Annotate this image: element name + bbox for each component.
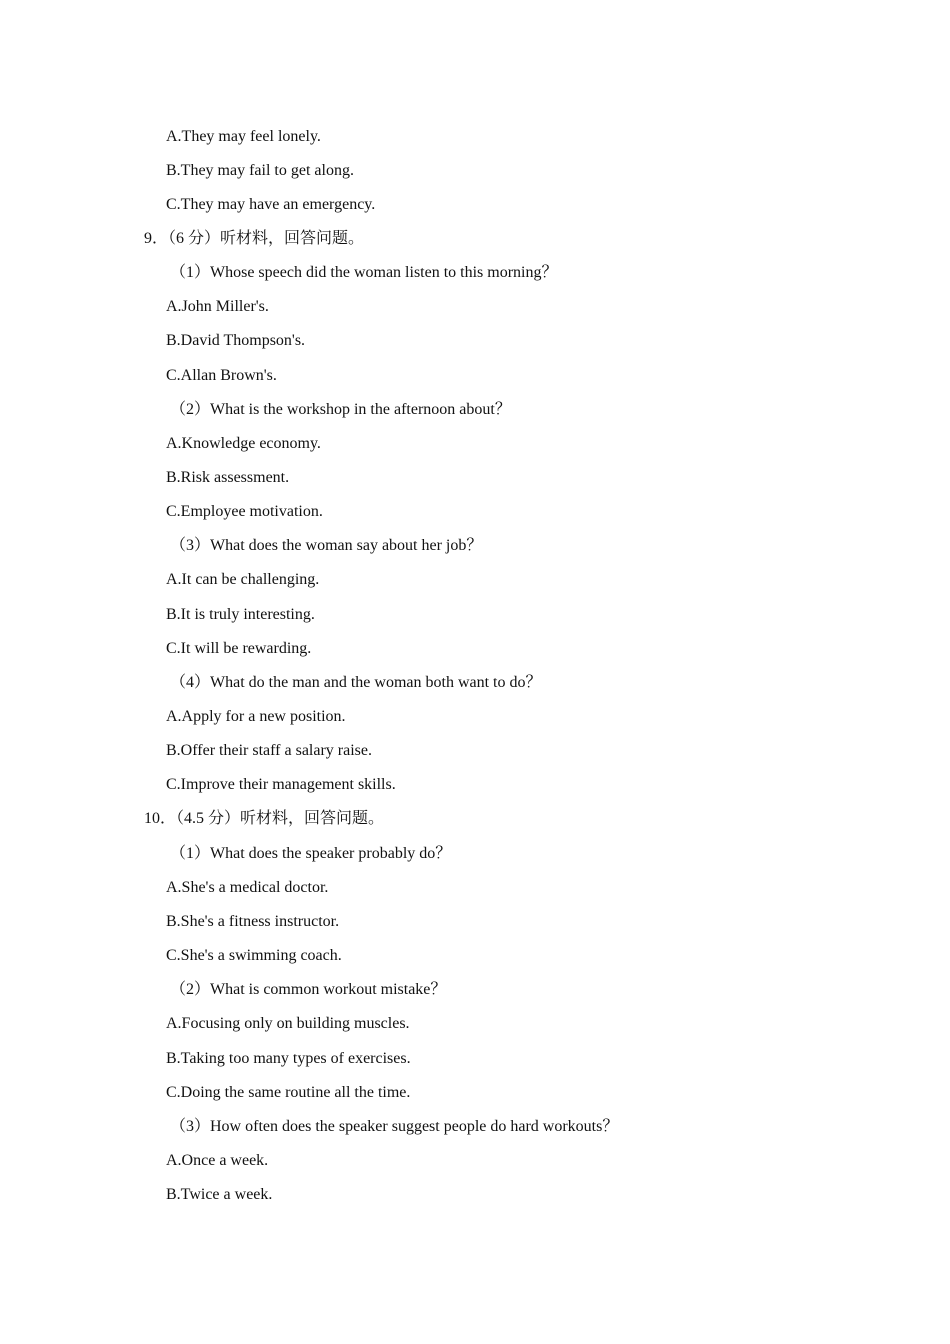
- q10-header: 10．（4.5 分）听材料，回答问题。: [144, 810, 385, 827]
- q10-1-option-c: C.She's a swimming coach.: [166, 947, 342, 964]
- q9-1-option-b: B.David Thompson's.: [166, 332, 306, 349]
- q10-2-option-b: B.Taking too many types of exercises.: [166, 1050, 411, 1067]
- q9-header: 9．（6 分）听材料，回答问题。: [144, 230, 365, 247]
- q9-1-question: （1）Whose speech did the woman listen to this morning？: [170, 264, 558, 281]
- q9-2-option-a: A.Knowledge economy.: [166, 435, 321, 452]
- q9-2-question: （2）What is the workshop in the afternoon about？: [170, 401, 511, 418]
- q10-2-question: （2）What is common workout mistake？: [170, 981, 447, 998]
- q9-2-option-b: B.Risk assessment.: [166, 469, 290, 486]
- q9-3-option-a: A.It can be challenging.: [166, 571, 320, 588]
- q10-2-option-c: C.Doing the same routine all the time.: [166, 1084, 411, 1101]
- q9-4-option-b: B.Offer their staff a salary raise.: [166, 742, 372, 759]
- q10-3-option-b: B.Twice a week.: [166, 1186, 273, 1203]
- q8-option-c: C.They may have an emergency.: [166, 196, 376, 213]
- q9-4-option-a: A.Apply for a new position.: [166, 708, 346, 725]
- q9-4-question: （4）What do the man and the woman both want to do？: [170, 674, 542, 691]
- q10-1-option-a: A.She's a medical doctor.: [166, 879, 329, 896]
- q9-1-option-a: A.John Miller's.: [166, 298, 269, 315]
- q10-1-question: （1）What does the speaker probably do？: [170, 845, 452, 862]
- q9-2-option-c: C.Employee motivation.: [166, 503, 323, 520]
- q9-3-option-c: C.It will be rewarding.: [166, 640, 312, 657]
- q10-2-option-a: A.Focusing only on building muscles.: [166, 1015, 410, 1032]
- q9-1-option-c: C.Allan Brown's.: [166, 367, 277, 384]
- q9-3-question: （3）What does the woman say about her job？: [170, 537, 483, 554]
- q9-4-option-c: C.Improve their management skills.: [166, 776, 396, 793]
- q10-1-option-b: B.She's a fitness instructor.: [166, 913, 340, 930]
- q10-3-option-a: A.Once a week.: [166, 1152, 269, 1169]
- q9-3-option-b: B.It is truly interesting.: [166, 606, 315, 623]
- q8-option-b: B.They may fail to get along.: [166, 162, 354, 179]
- q8-option-a: A.They may feel lonely.: [166, 128, 321, 145]
- q10-3-question: （3）How often does the speaker suggest people do hard workouts？: [170, 1118, 619, 1135]
